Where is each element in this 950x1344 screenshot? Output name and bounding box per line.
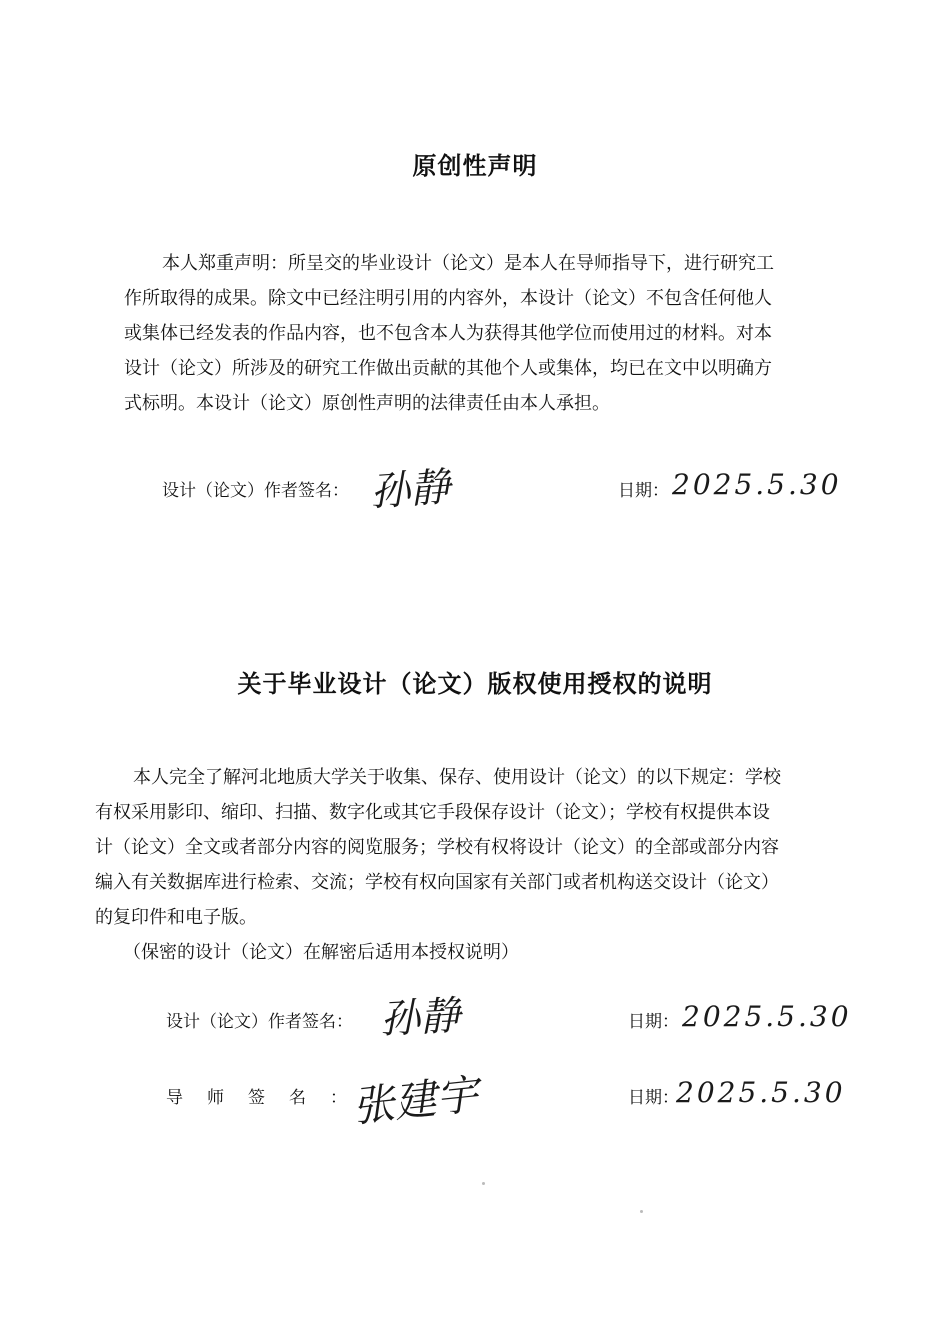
- advisor-date-value: 2025.5.30: [676, 1076, 846, 1109]
- authorization-author-signature: 孙静: [379, 992, 462, 1044]
- declaration-author-label: 设计（论文）作者签名：: [162, 481, 349, 501]
- authorization-body: [95, 760, 781, 970]
- declaration-date-value: 2025.5.30: [672, 468, 842, 501]
- declaration-title: 原创性声明: [412, 152, 538, 180]
- advisor-label: 导师签名：: [166, 1088, 371, 1108]
- scan-speck: [482, 1182, 485, 1185]
- authorization-author-date-value: 2025.5.30: [682, 1000, 852, 1033]
- declaration-line: 作所取得的成果。除文中已经注明引用的内容外，本设计（论文）不包含任何他人: [124, 288, 772, 309]
- authorization-author-date-label: 日期：: [628, 1012, 679, 1032]
- declaration-line: 本人郑重声明：所呈交的毕业设计（论文）是本人在导师指导下，进行研究工: [162, 253, 774, 274]
- declaration-body: [124, 246, 774, 421]
- authorization-title: 关于毕业设计（论文）版权使用授权的说明: [237, 670, 713, 698]
- authorization-author-label: 设计（论文）作者签名：: [166, 1012, 353, 1032]
- advisor-date-label: 日期：: [628, 1088, 679, 1108]
- declaration-author-signature: 孙静: [368, 464, 452, 516]
- authorization-line: 有权采用影印、缩印、扫描、数字化或其它手段保存设计（论文）；学校有权提供本设: [95, 802, 770, 823]
- authorization-line: 编入有关数据库进行检索、交流；学校有权向国家有关部门或者机构送交设计（论文）: [95, 872, 779, 893]
- advisor-signature: 张建宇: [350, 1069, 481, 1132]
- authorization-line: 的复印件和电子版。: [95, 907, 257, 928]
- declaration-line: 或集体已经发表的作品内容，也不包含本人为获得其他学位而使用过的材料。对本: [124, 323, 772, 344]
- declaration-date-label: 日期：: [618, 481, 669, 501]
- scan-speck: [640, 1210, 643, 1213]
- declaration-line: 式标明。本设计（论文）原创性声明的法律责任由本人承担。: [124, 393, 610, 414]
- declaration-line: 设计（论文）所涉及的研究工作做出贡献的其他个人或集体，均已在文中以明确方: [124, 358, 772, 379]
- authorization-line: 计（论文）全文或者部分内容的阅览服务；学校有权将设计（论文）的全部或部分内容: [95, 837, 779, 858]
- authorization-line: 本人完全了解河北地质大学关于收集、保存、使用设计（论文）的以下规定：学校: [133, 767, 781, 788]
- authorization-note: （保密的设计（论文）在解密后适用本授权说明）: [123, 942, 519, 963]
